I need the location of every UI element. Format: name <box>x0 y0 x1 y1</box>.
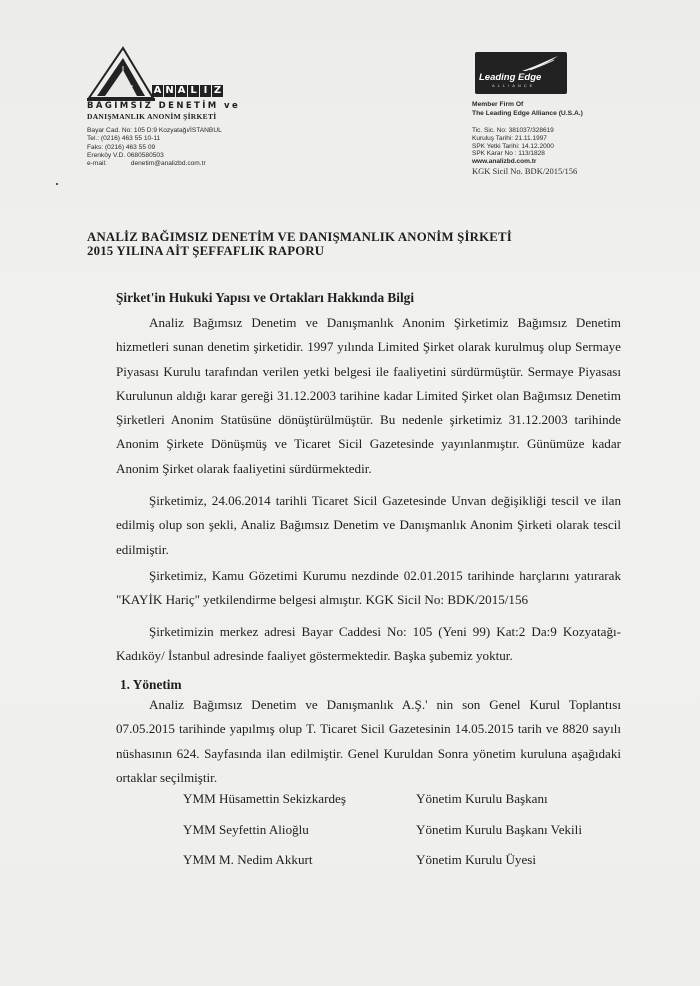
company-name-line2: DANIŞMANLIK ANONİM ŞİRKETİ <box>87 112 217 121</box>
phone-line: Tel.: (0216) 463 55 10-11 <box>87 135 161 143</box>
board-member-row <box>183 822 623 853</box>
email-address: denetim@analizbd.com.tr <box>130 160 206 168</box>
report-title-line2: 2015 YILINA AİT ŞEFFAFLIK RAPORU <box>87 244 325 258</box>
member-line1: Member Firm Of <box>472 101 524 108</box>
leading-edge-logo-text: Leading Edge <box>479 72 542 83</box>
trade-registry-line: Tic. Sic. No: 381037/328619 <box>472 127 554 134</box>
board-member-role: Yönetim Kurulu Üyesi <box>416 852 537 867</box>
logo-letter: N <box>165 85 174 96</box>
spk-date-line: SPK Yetki Tarihi: 14.12.2000 <box>472 142 554 150</box>
tax-office-line: Erenköy V.D. 0680580503 <box>87 151 164 159</box>
board-member-name: YMM Hüsamettin Sekizkardeş <box>183 791 346 806</box>
logo-letter: Z <box>213 85 222 96</box>
logo-letter: L <box>188 85 199 97</box>
board-member-row <box>183 852 623 883</box>
member-line2: The Leading Edge Alliance (U.S.A.) <box>472 109 583 117</box>
logo-wordmark <box>152 85 223 97</box>
company-name-line1: BAĞIMSIZ DENETİM ve <box>87 101 241 111</box>
logo-letter: A <box>153 85 162 96</box>
swoosh-icon <box>520 55 560 73</box>
scan-mark <box>56 183 58 185</box>
board-member-name: YMM Seyfettin Alioğlu <box>183 821 309 837</box>
paragraph-address: Şirketimizin merkez adresi Bayar Caddesi No: 105 (Yeni 99) Kat:2 Da:9 Kozyatağı-Kadıköy/ İstanbul adresinde faaliyet göstermektedir. Başka şubemiz yoktur. <box>116 624 621 664</box>
paragraph-authorization: Şirketimiz, Kamu Gözetimi Kurumu nezdinde 02.01.2015 tarihinde harçlarını yatırarak "KAYİK Hariç" yetkilendirme belgesi almıştır. KGK Sicil No: BDK/2015/156 <box>116 568 621 608</box>
website-line: www.analizbd.com.tr <box>472 158 537 166</box>
paragraph-history: Analiz Bağımsız Denetim ve Danışmanlık Anonim Şirketimiz Bağımsız Denetim hizmetleri sunan denetim şirketidir. 1997 yılında Limited Şirket olarak kurulmuş olup Sermaye Piyasası Kurulu tarafından verilen yetki belgesi ile faaliyetini sürdürmüştür. Sermaye Piyasası Kurulunun aldığı karar gereği 31.12.2003 tarihine kadar Limited Şirket olan Bağımsız Denetim Şirketleri Anonim Statüsüne dönüştürülmüştür. Bu nedenle şirketimiz 31.12.2003 tarihinde Anonim Şirkete Dönüşmüş ve Ticaret Sicil Gazetesinde yayınlanmıştır. Günümüze kadar Anonim Şirket olarak faaliyetini sürdürmektedir. <box>116 315 621 476</box>
logo-letter: I <box>200 85 211 97</box>
contact-block <box>87 127 222 168</box>
address-line: Bayar Cad. No: 105 D:9 Kozyatağı/İSTANBUL <box>87 127 222 134</box>
management-heading: 1. Yönetim <box>120 677 182 692</box>
board-members-list <box>183 791 623 883</box>
kgk-registry-line: KGK Sicil No. BDK/2015/156 <box>472 165 578 176</box>
leading-edge-logo-subtext: ALLIANCE <box>492 83 536 88</box>
member-firm-block <box>472 101 583 118</box>
board-member-name: YMM M. Nedim Akkurt <box>183 852 313 867</box>
registry-block <box>472 127 577 177</box>
email-label: e-mail: <box>87 160 107 168</box>
paragraph-name-change: Şirketimiz, 24.06.2014 tarihli Ticaret Sicil Gazetesinde Unvan değişikliği tescil ve ilan edilmiş olup son şekli, Analiz Bağımsız Denetim ve Danışmanlık Anonim Şirketi olarak tescil edilmiştir. <box>116 493 621 557</box>
spk-decision-line: SPK Karar No : 113/1828 <box>472 150 545 158</box>
founding-date-line: Kuruluş Tarihi: 21.11.1997 <box>472 134 547 142</box>
report-title-line1: ANALİZ BAĞIMSIZ DENETİM VE DANIŞMANLIK ANONİM ŞİRKETİ <box>87 230 512 244</box>
section-heading: Şirket'in Hukuki Yapısı ve Ortakları Hakkında Bilgi <box>116 290 415 305</box>
board-member-role: Yönetim Kurulu Başkanı <box>416 791 548 806</box>
logo-letter: A <box>177 85 186 96</box>
report-title <box>87 230 512 258</box>
paragraph-general-assembly: Analiz Bağımsız Denetim ve Danışmanlık A.Ş.' nin son Genel Kurul Toplantısı 07.05.2015 tarihinde yapılmış olup T. Ticaret Sicil Gazetesinin 14.05.2015 tarih ve 8820 sayılı nüshasının 624. Sayfasında ilan edilmiştir. Genel Kuruldan Sonra yönetim kuruluna aşağıdaki ortaklar seçilmiştir. <box>116 697 621 785</box>
board-member-row <box>183 791 623 822</box>
fax-line: Faks: (0216) 463 55 09 <box>87 143 156 151</box>
email-row <box>87 160 222 168</box>
board-member-role: Yönetim Kurulu Başkanı Vekili <box>416 821 582 837</box>
